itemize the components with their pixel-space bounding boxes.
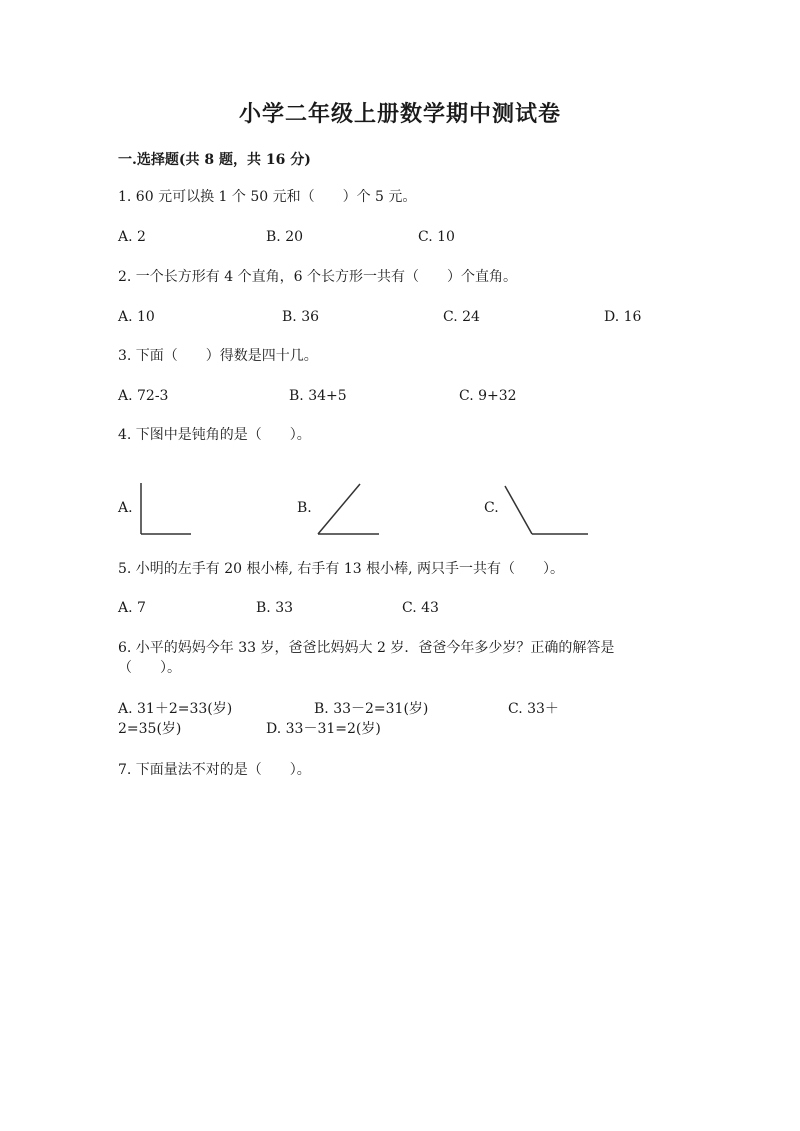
right-angle-figure [136,478,196,538]
question-5-option-b: B. 33 [256,600,294,616]
question-6-option-c-part-1: C. 33＋ [508,701,559,717]
question-3-option-c: C. 9+32 [459,388,517,404]
question-4-label-c: C. [484,500,499,516]
question-6-option-c-part-2: 2=35(岁) [118,721,182,737]
question-1-option-c: C. 10 [418,229,455,245]
question-2-option-c: C. 24 [443,309,480,325]
page-title: 小学二年级上册数学期中测试卷 [238,101,561,127]
acute-angle-figure [312,478,384,538]
question-1-option-a: A. 2 [118,229,146,245]
question-2-stem: 2. 一个长方形有 4 个直角，6 个长方形一共有（ ）个直角。 [118,269,517,285]
question-1-option-b: B. 20 [266,229,304,245]
question-3-option-a: A. 72-3 [118,388,169,404]
question-5-option-a: A. 7 [118,600,146,616]
question-6-option-b: B. 33－2=31(岁) [314,701,429,717]
section-heading: 一.选择题(共 8 题，共 16 分) [118,152,311,168]
question-5-option-c: C. 43 [402,600,439,616]
question-7-stem: 7. 下面量法不对的是（ ）。 [118,762,311,778]
question-2-option-b: B. 36 [282,309,320,325]
question-2-option-d: D. 16 [604,309,642,325]
question-6-option-a: A. 31＋2=33(岁) [118,701,233,717]
obtuse-angle-figure [500,478,592,538]
question-2-option-a: A. 10 [118,309,155,325]
question-6-stem-line-1: 6. 小平的妈妈今年 33 岁，爸爸比妈妈大 2 岁．爸爸今年多少岁？正确的解答是 [118,640,615,656]
question-3-option-b: B. 34+5 [289,388,347,404]
question-5-stem: 5. 小明的左手有 20 根小棒, 右手有 13 根小棒, 两只手一共有（ ）。 [118,561,565,577]
question-1-stem: 1. 60 元可以换 1 个 50 元和（ ）个 5 元。 [118,189,417,205]
question-4-label-b: B. [297,500,312,516]
question-3-stem: 3. 下面（ ）得数是四十几。 [118,348,318,364]
question-6-option-d: D. 33－31=2(岁) [266,721,381,737]
question-4-label-a: A. [118,500,133,516]
question-4-stem: 4. 下图中是钝角的是（ ）。 [118,427,311,443]
question-6-stem-line-2: （ ）。 [118,660,181,676]
